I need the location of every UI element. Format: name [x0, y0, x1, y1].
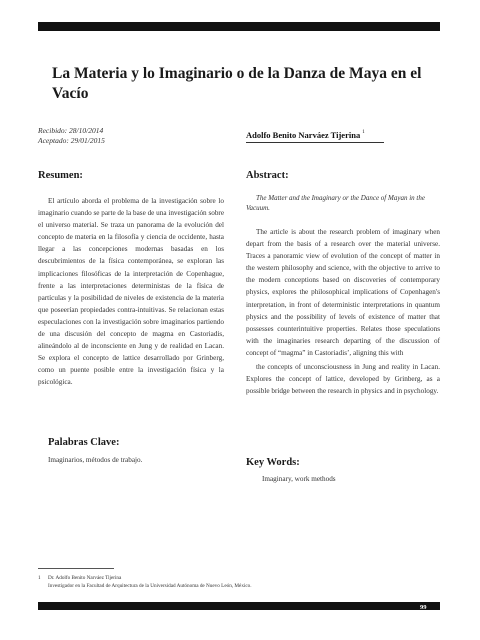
top-rule-bar: [38, 22, 440, 31]
author-footnote-mark: 1: [362, 130, 365, 135]
abstract-subtitle: The Matter and the Imaginary or the Dance of Mayan in the Vacuum.: [246, 194, 425, 212]
palabras-clave-section: [48, 456, 234, 464]
abstract-body-wrap: [246, 226, 440, 397]
author-name-text: Adolfo Benito Narváez Tijerina: [246, 130, 361, 140]
abstract-section: [246, 193, 440, 213]
article-dates: [38, 126, 105, 146]
footnote-line-1: Dr. Adolfo Benito Narváez Tijerina: [48, 575, 122, 581]
abstract-heading: Abstract:: [246, 170, 289, 181]
article-title: La Materia y lo Imaginario o de la Danza de Maya en el Vacío: [52, 65, 422, 102]
palabras-clave-text: Imaginarios, métodos de trabajo.: [48, 456, 143, 464]
bottom-rule-bar: [38, 602, 440, 610]
author-underline: [246, 142, 384, 143]
resumen-section: [38, 195, 224, 389]
resumen-heading: Resumen:: [38, 170, 83, 181]
palabras-clave-heading: Palabras Clave:: [48, 437, 120, 448]
footnote-separator: [38, 568, 114, 569]
key-words-text: Imaginary, work methods: [262, 475, 336, 483]
author-name: [246, 130, 365, 140]
footnote: [38, 574, 438, 590]
footnote-line-2: Investigador en la Facultad de Arquitectura de la Universidad Autónoma de Nuevo León, México.: [48, 583, 252, 589]
page-number: 99: [420, 604, 427, 611]
accepted-date: Aceptado: 29/01/2015: [38, 136, 105, 145]
key-words-section: [262, 475, 456, 483]
resumen-body: El artículo aborda el problema de la investigación sobre lo imaginario cuando se parte de la base de una investigación sobre el universo material. Se traza un panorama de la evolución del concepto de materia en la filosofía y ciencia de occidente, hasta llegar a las concepciones modernas basadas en los descubrimientos de la física contemporánea, se exploran las implicaciones filosóficas de la interpretación de Copenhague, frente a las interpretaciones deterministas de la física de partículas y la posibilidad de niveles de existencia de la materia que poseerían propiedades contra-intuitivas. Se relacionan estas especulaciones con la investigación sobre imaginarios partiendo de una discusión del concepto de magma en Castoriadis, alineándolo al de inconsciente en Jung y de realidad en Lacan. Se explora el concepto de lattice desarrollado por Grinberg, como un puente posible entre la investigación física y la psicológica.: [38, 197, 225, 387]
abstract-body-2: the concepts of unconsciousness in Jung and reality in Lacan. Explores the concept of lattice, developed by Grinberg, as a possible bridge between the research in physics and in psychology.: [246, 363, 440, 396]
key-words-heading: Key Words:: [246, 457, 300, 468]
abstract-body-1: The article is about the research problem of imaginary when depart from the basis of a research over the material universe. Traces a panoramic view of evolution of the concept of matter in the western philosophy and science, with the objective to arrive to the modern conceptions based on discoveries of contemporary physics, explores the philosophical implications of Copenhagen's interpretation, in front of deterministic interpretations in quantum physics and the possibility of levels of existence of matter that possesses counterintuitive properties. Relates those speculations with the imaginaries research departing of the discussion of concept of “magma” in Castoriadis’, aligning this with: [246, 228, 440, 357]
footnote-number: 1: [38, 575, 41, 581]
received-date: Recibido: 28/10/2014: [38, 126, 104, 135]
